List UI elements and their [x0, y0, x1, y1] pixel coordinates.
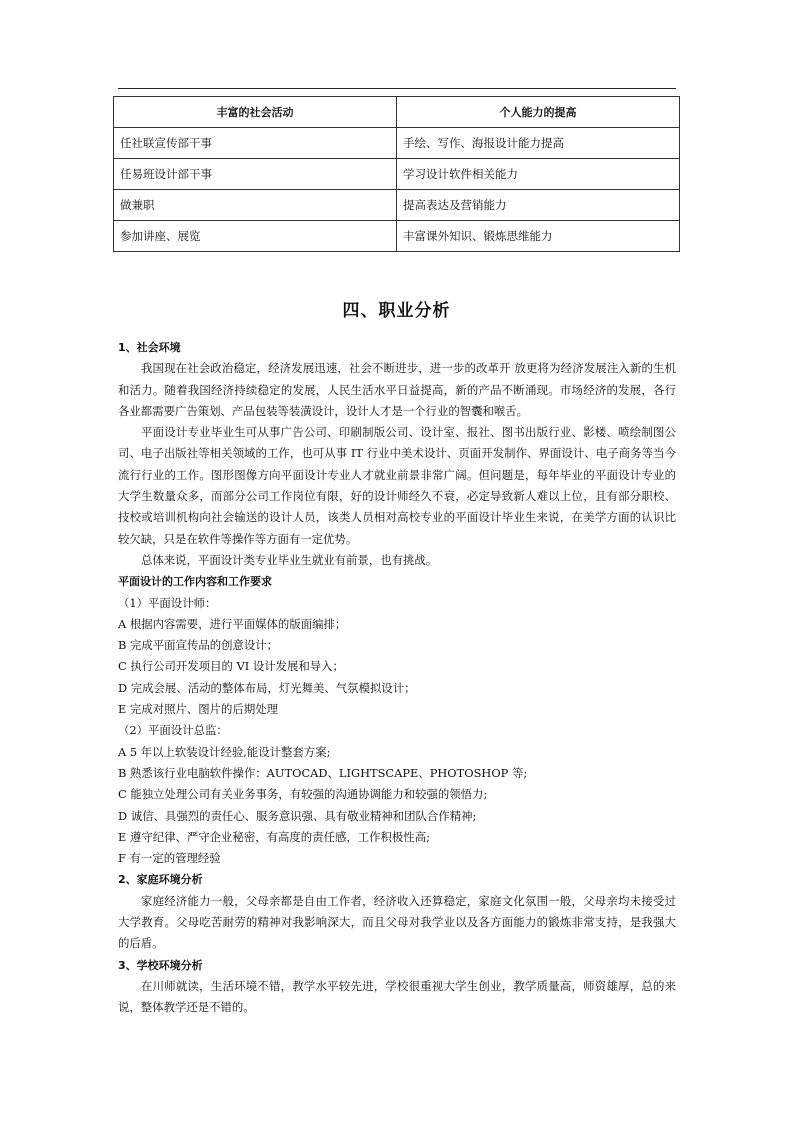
table-cell: 做兼职: [114, 190, 397, 221]
paragraph: 我国现在社会政治稳定，经济发展迅速，社会不断进步，进一步的改革开 放更将为经济发展注入新的生机和活力。随着我国经济持续稳定的发展，人民生活水平日益提高，新的产品不断涌现。市场经济的发展，各行各业都需要广告策划、产品包装等装潢设计，设计人才是一个行业的智囊和喉舌。: [118, 361, 676, 418]
social-environment-heading: 1、社会环境: [118, 341, 181, 354]
activities-table: [113, 96, 680, 252]
table-cell: 手绘、写作、海报设计能力提高: [397, 128, 680, 159]
list-item: F 有一定的管理经验: [118, 851, 221, 866]
paragraph: 总体来说，平面设计类专业毕业生就业有前景，也有挑战。: [141, 552, 438, 567]
table-header-activities: 丰富的社会活动: [114, 97, 397, 128]
list-item: D 诚信、具强烈的责任心、服务意识强、具有敬业精神和团队合作精神;: [118, 808, 477, 823]
section-title: 四、职业分析: [342, 301, 451, 321]
table-cell: 参加讲座、展览: [114, 221, 397, 252]
director-subheading: （2）平面设计总监：: [118, 723, 228, 738]
list-item: C 能独立处理公司有关业务事务，有较强的沟通协调能力和较强的领悟力;: [118, 787, 488, 802]
table-cell: 提高表达及营销能力: [397, 190, 680, 221]
table-header-abilities: 个人能力的提高: [397, 97, 680, 128]
list-item: D 完成会展、活动的整体布局，灯光舞美、气氛模拟设计；: [118, 680, 416, 695]
family-environment-heading: 2、家庭环境分析: [118, 873, 203, 887]
table-header-row: [114, 97, 680, 128]
table-row: [114, 190, 680, 221]
school-environment-heading: 3、学校环境分析: [118, 958, 203, 972]
table-cell: 任社联宣传部干事: [114, 128, 397, 159]
table-row: [114, 159, 680, 190]
work-requirements-heading: 平面设计的工作内容和工作要求: [118, 575, 272, 589]
list-item: E 完成对照片、图片的后期处理: [118, 702, 279, 717]
list-item: B 完成平面宣传品的创意设计；: [118, 638, 279, 653]
header-rule: [118, 88, 676, 89]
list-item: A 5 年以上软装设计经验,能设计整套方案;: [118, 744, 331, 759]
designer-subheading: （1）平面设计师：: [118, 595, 217, 610]
table-cell: 学习设计软件相关能力: [397, 159, 680, 190]
document-body: [118, 337, 676, 1019]
table-cell: 丰富课外知识、锻炼思维能力: [397, 221, 680, 252]
table-cell: 任易班设计部干事: [114, 159, 397, 190]
list-item: C 执行公司开发项目的 VI 设计发展和导入；: [118, 659, 344, 674]
list-item: A 根据内容需要，进行平面媒体的版面编排；: [118, 616, 347, 631]
table-row: [114, 128, 680, 159]
paragraph: 平面设计专业毕业生可从事广告公司、印刷制版公司、设计室、报社、图书出版行业、影楼、喷绘制图公司、电子出版社等相关领域的工作，也可从事 IT 行业中美术设计、页面开发制作、界面设计、电子商务等当今流行行业的工作。图形图像方向平面设计专业人才就业前景非常广阔。但问题是，每年毕业的平面设计专业的大学生数量众多，而部分公司工作岗位有限，好的设计师经久不衰，必定导致新人难以上位，且有部分职校、技校或培训机构向社会输送的设计人员，该类人员相对高校专业的平面设计毕业生来说，在美学方面的认识比较欠缺，只是在软件等操作等方面有一定优势。: [118, 425, 676, 546]
paragraph: 家庭经济能力一般，父母亲都是自由工作者，经济收入还算稳定，家庭文化氛围一般，父母亲均未接受过大学教育。父母吃苦耐劳的精神对我影响深大，而且父母对我学业以及各方面能力的锻炼非常支持，是我强大的后盾。: [118, 893, 676, 951]
paragraph: 在川师就读，生活环境不错，教学水平较先进，学校很重视大学生创业，教学质量高，师资雄厚，总的来说，整体教学还是不错的。: [118, 978, 676, 1015]
list-item: B 熟悉该行业电脑软件操作：AUTOCAD、LIGHTSCAPE、PHOTOSHOP 等;: [118, 765, 528, 780]
list-item: E 遵守纪律、严守企业秘密，有高度的责任感，工作积极性高;: [118, 829, 430, 844]
table-row: [114, 221, 680, 252]
